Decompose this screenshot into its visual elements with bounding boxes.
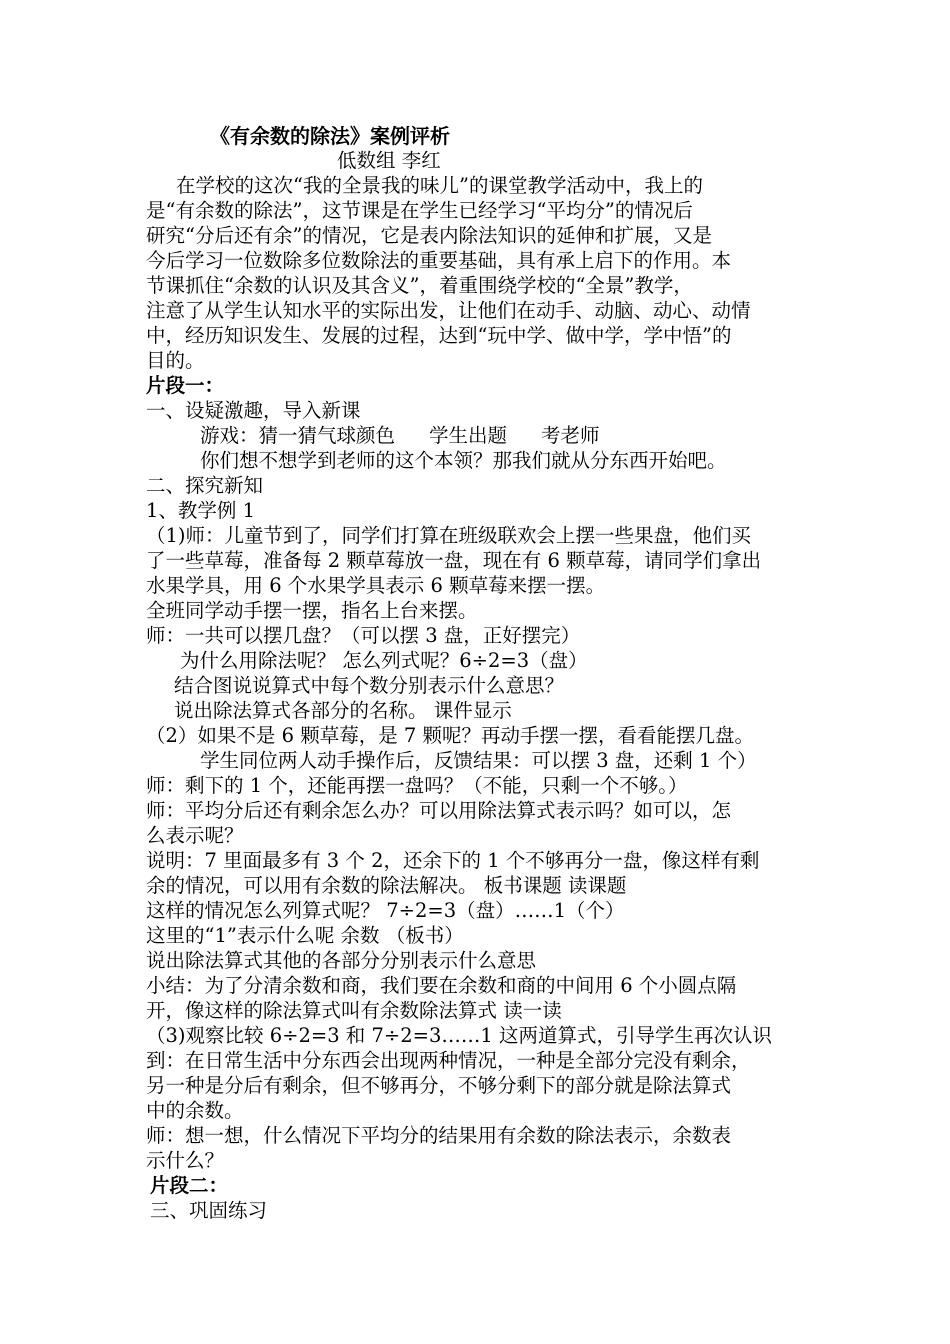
body-line: 水果学具，用 6 个水果学具表示 6 颗草莓来摆一摆。 <box>146 574 606 597</box>
section-heading: 片段二： <box>150 1174 229 1197</box>
document-author: 低数组 李红 <box>337 149 441 172</box>
body-line: 学生同位两人动手操作后，反馈结果：可以摆 3 盘，还剩 1 个） <box>200 749 757 772</box>
body-line: 小结：为了分清余数和商，我们要在余数和商的中间用 6 个小圆点隔 <box>146 974 737 997</box>
body-line: 为什么用除法呢？ 怎么列式呢？6÷2=3（盘） <box>180 649 588 672</box>
game-followup: 你们想不想学到老师的这个本领？那我们就从分东西开始吧。 <box>200 449 727 472</box>
intro-paragraph-line: 节课抓住“余数的认识及其含义”，着重围绕学校的“全景”教学， <box>146 274 693 297</box>
intro-paragraph-line: 在学校的这次“我的全景我的味儿”的课堂教学活动中，我上的 <box>176 174 703 197</box>
body-line: 说明：7 里面最多有 3 个 2，还余下的 1 个不够再分一盘，像这样有剩 <box>146 849 760 872</box>
body-line: 这样的情况怎么列算式呢？ 7÷2=3（盘）……1（个） <box>146 899 625 922</box>
body-line: 这里的“1”表示什么呢 余数 （板书） <box>146 924 464 947</box>
part-title: 一、设疑激趣，导入新课 <box>146 399 361 422</box>
part-title: 二、探究新知 <box>146 474 264 497</box>
body-line: （2）如果不是 6 颗草莓，是 7 颗呢？再动手摆一摆，看看能摆几盘。 <box>146 724 755 747</box>
body-line: （1)师：儿童节到了，同学们打算在班级联欢会上摆一些果盘，他们买 <box>146 524 752 547</box>
body-line: 到：在日常生活中分东西会出现两种情况，一种是全部分完没有剩余， <box>146 1049 751 1072</box>
intro-paragraph-line: 研究“分后还有余”的情况，它是表内除法知识的延伸和扩展，又是 <box>146 224 712 247</box>
body-line: 说出除法算式其他的各部分分别表示什么意思 <box>146 949 537 972</box>
body-line: 师：平均分后还有剩余怎么办？可以用除法算式表示吗？如可以，怎 <box>146 799 732 822</box>
body-line: 师：想一想，什么情况下平均分的结果用有余数的除法表示，余数表 <box>146 1124 732 1147</box>
intro-paragraph-line: 是“有余数的除法”，这节课是在学生已经学习“平均分”的情况后 <box>146 199 693 222</box>
body-line: 说出除法算式各部分的名称。 课件显示 <box>174 699 512 722</box>
body-line: 全班同学动手摆一摆，指名上台来摆。 <box>146 599 478 622</box>
document-title: 《有余数的除法》案例评析 <box>210 124 450 148</box>
body-line: （3)观察比较 6÷2=3 和 7÷2=3……1 这两道算式，引导学生再次认识 <box>146 1024 773 1047</box>
game-step: 考老师 <box>541 424 600 447</box>
game-step: 学生出题 <box>429 424 508 447</box>
example-title: 1、教学例 1 <box>146 499 256 522</box>
body-line: 开，像这样的除法算式叫有余数除法算式 读一读 <box>146 999 562 1022</box>
body-line: 另一种是分后有剩余，但不够再分，不够分剩下的部分就是除法算式 <box>146 1074 732 1097</box>
body-line: 结合图说说算式中每个数分别表示什么意思？ <box>174 674 565 697</box>
body-line: 师：剩下的 1 个，还能再摆一盘吗？（不能，只剩一个不够。） <box>146 774 688 797</box>
part-title: 三、巩固练习 <box>150 1199 268 1222</box>
section-heading: 片段一： <box>146 374 225 397</box>
body-line: 余的情况，可以用有余数的除法解决。 板书课题 读课题 <box>146 874 627 897</box>
game-line <box>200 424 880 448</box>
body-line: 师：一共可以摆几盘？（可以摆 3 盘，正好摆完） <box>146 624 581 647</box>
body-line: 了一些草莓，准备每 2 颗草莓放一盘，现在有 6 颗草莓，请同学们拿出 <box>146 549 762 572</box>
intro-paragraph-line: 目的。 <box>146 349 205 372</box>
body-line: 示什么？ <box>146 1149 225 1172</box>
body-line: 么表示呢？ <box>146 824 244 847</box>
intro-paragraph-line: 注意了从学生认知水平的实际出发，让他们在动手、动脑、动心、动情 <box>146 299 751 322</box>
body-line: 中的余数。 <box>146 1099 244 1122</box>
intro-paragraph-line: 中，经历知识发生、发展的过程，达到“玩中学、做中学，学中悟”的 <box>146 324 732 347</box>
intro-paragraph-line: 今后学习一位数除多位数除法的重要基础，具有承上启下的作用。本 <box>146 249 732 272</box>
game-name: 游戏：猜一猜气球颜色 <box>200 424 396 447</box>
